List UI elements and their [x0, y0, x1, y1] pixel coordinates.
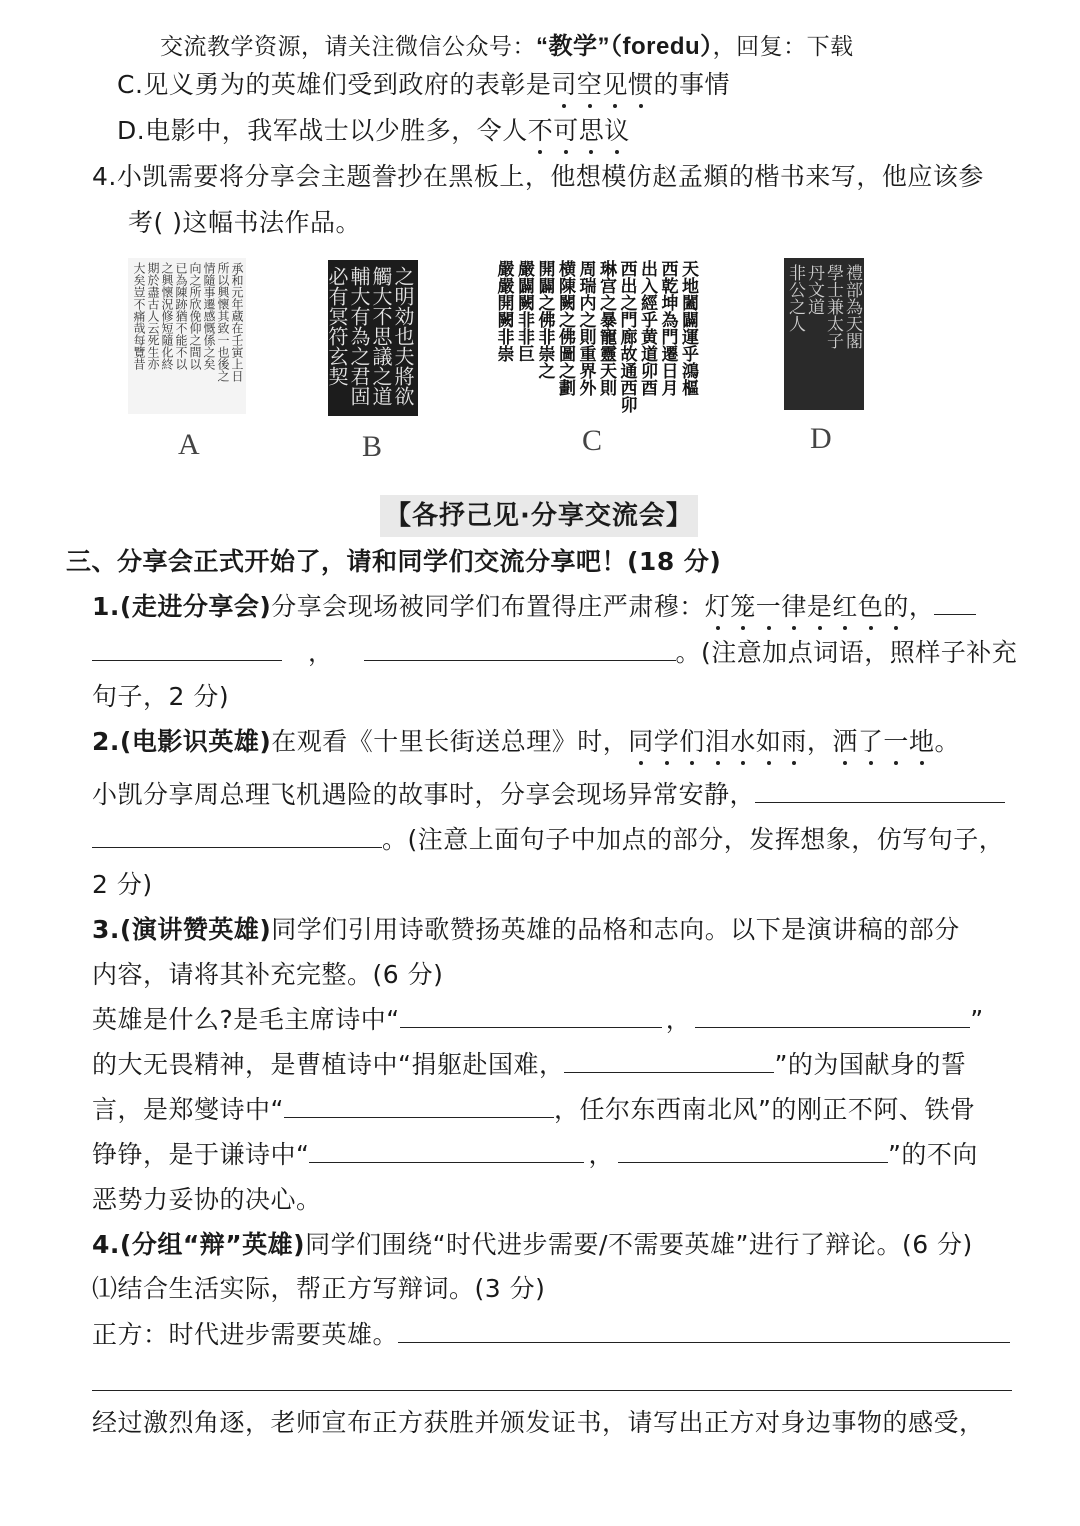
header-account: “教学”（foredu）: [536, 33, 713, 60]
q1-blank-2[interactable]: [92, 636, 282, 661]
q3-line1-text: 同学们引用诗歌赞扬英雄的品格和志向。以下是演讲稿的部分: [271, 915, 960, 944]
q4-line1: [92, 1228, 973, 1262]
q3-line6: [92, 1138, 978, 1172]
q2-dotted: 同学们泪水如雨，洒了一地: [628, 727, 935, 756]
q4-label: 4.(分组“辩”英雄): [92, 1230, 306, 1259]
q4-sub1: ⑴结合生活实际，帮正方写辩词。(3 分): [92, 1274, 546, 1303]
q3-l5-text: 言，是郑燮诗中“: [92, 1095, 284, 1124]
q1-mid-comma: ，: [308, 638, 334, 667]
q3-blank-3[interactable]: [564, 1048, 774, 1073]
option-d: [117, 114, 630, 148]
q4-blank-2[interactable]: [92, 1366, 1012, 1391]
q3-l6-tail: ”的不向: [887, 1140, 978, 1169]
q3-blank-1[interactable]: [400, 1003, 662, 1028]
option-c: [117, 68, 730, 102]
q3-label: 3.(演讲赞英雄): [92, 915, 272, 944]
q4-zhengfang-line: [92, 1318, 1010, 1352]
q3-blank-5[interactable]: [309, 1138, 584, 1163]
q4-blank-1[interactable]: [398, 1318, 1010, 1343]
q4-text: 同学们围绕“时代进步需要/不需要英雄”进行了辩论。(6 分): [305, 1230, 973, 1259]
calligraphy-d-text: 禮部為天閣 學士兼太子 丹文道 非公之人: [785, 264, 862, 349]
q2-note: 。(注意上面句子中加点的部分，发挥想象，仿写句子，: [382, 825, 1005, 854]
calligraphy-c-image: [494, 258, 700, 414]
calligraphy-b-image: [325, 260, 418, 416]
q2-line1: [92, 725, 960, 759]
q1-blank-3[interactable]: [364, 636, 676, 661]
header-prefix: 交流教学资源，请关注微信公众号：: [160, 34, 536, 60]
q1-line3: 句子，2 分): [92, 682, 230, 711]
q3-blank-4[interactable]: [284, 1093, 554, 1118]
q3-l6-comma: ，: [588, 1140, 614, 1169]
option-c-text: C.见义勇为的英雄们受到政府的表彰是: [117, 70, 552, 99]
calligraphy-c-label: C: [582, 424, 603, 457]
q1-comma: ，: [908, 592, 935, 621]
q3-line2: 内容，请将其补充完整。(6 分): [92, 960, 444, 989]
page-header: [160, 30, 854, 64]
q3-line7: 恶势力妥协的决心。: [92, 1185, 322, 1214]
section-title: 【各抒己见·分享交流会】: [380, 495, 698, 537]
q3-blank-6[interactable]: [618, 1138, 888, 1163]
q1-line1: [92, 590, 976, 624]
q3-line1: [92, 913, 960, 947]
q2-label: 2.(电影识英雄): [92, 727, 272, 756]
q4-last-line: 经过激烈角逐，老师宣布正方获胜并颁发证书，请写出正方对身边事物的感受，: [92, 1408, 985, 1437]
q2-blank-2[interactable]: [92, 823, 382, 848]
q3-l6-text: 铮铮，是于谦诗中“: [92, 1140, 310, 1169]
option-d-dotted: 不可思议: [527, 116, 630, 145]
calligraphy-b-text: 之明効也夫將欲 觸大不思議之道 輔大有為之君固 必有冥符玄契: [325, 266, 415, 406]
calligraphy-a-label: A: [178, 428, 200, 461]
option-d-text: D.电影中，我军战士以少胜多，令人: [117, 116, 528, 145]
option-c-tail: 的事情: [653, 70, 730, 99]
q3-line5: [92, 1093, 975, 1127]
q3-l4-tail: ”的为国献身的誓: [774, 1050, 967, 1079]
q3-l4-text: 的大无畏精神，是曹植诗中“捐躯赴国难，: [92, 1050, 565, 1079]
q3-blank-2[interactable]: [695, 1003, 970, 1028]
q2-line2-text: 小凯分享周总理飞机遇险的故事时，分享会现场异常安静，: [92, 780, 756, 809]
q2-line3: [92, 823, 1004, 857]
q2-line4: 2 分): [92, 870, 153, 899]
header-suffix: ，回复：下载: [712, 34, 854, 60]
calligraphy-d-image: [784, 258, 864, 410]
q3-line4: [92, 1048, 966, 1082]
q2-text: 在观看《十里长街送总理》时，: [271, 727, 629, 756]
q2-blank-1[interactable]: [755, 778, 1005, 803]
calligraphy-c-text: 天地闔闢運乎鴻樞 西乾坤為門遷日月 出入經乎黄道卯酉 西出之門廊故通西卯 琳宫之暴寵靈天則 周瑞内之則重界外 横陳闕之佛圖之劃 開闢之佛非崇之 嚴闢闕非非巨 嚴嚴開闕非崇: [493, 260, 698, 413]
q3-l5-tail: ，任尔东西南北风”的刚正不阿、铁骨: [553, 1095, 976, 1124]
q1-line2: [92, 636, 1017, 670]
q3-l3-text: 英雄是什么?是毛主席诗中“: [92, 1005, 400, 1034]
calligraphy-a-text: 承和元年蔵在壬寅上日 所以興懷其致一也後之 情隨事遷感慨係之矣 向之所欣俛仰之間以 已為陳跡猶不能不以 之興懷況修短隨化終 期於盡古人云死生亦 大矣豈不痛哉每覽昔: [132, 262, 244, 382]
q2-period: 。: [934, 727, 960, 756]
section-heading: 三、分享会正式开始了，请和同学们交流分享吧！(18 分): [66, 547, 722, 576]
q2-line2: [92, 778, 1005, 812]
question-4-line1: 4.小凯需要将分享会主题誊抄在黑板上，他想模仿赵孟頫的楷书来写，他应该参: [92, 162, 984, 191]
calligraphy-d-label: D: [810, 422, 832, 455]
option-c-dotted: 司空见惯: [551, 70, 654, 99]
calligraphy-b-label: B: [362, 430, 383, 463]
q1-note: 。(注意加点词语，照样子补充: [675, 638, 1018, 667]
question-4-line2: 考( )这幅书法作品。: [128, 208, 361, 237]
q4-zhengfang-text: 正方：时代进步需要英雄。: [92, 1320, 399, 1349]
calligraphy-a-image: [128, 258, 246, 414]
q3-l3-comma: ，: [665, 1005, 692, 1034]
q3-line3: [92, 1003, 984, 1037]
q3-l3-quote: ”: [970, 1005, 984, 1034]
q1-blank-1[interactable]: [934, 590, 976, 615]
q1-dotted: 灯笼一律是红色的: [704, 592, 909, 621]
q1-label: 1.(走进分享会): [92, 592, 272, 621]
q1-text: 分享会现场被同学们布置得庄严肃穆：: [271, 592, 705, 621]
